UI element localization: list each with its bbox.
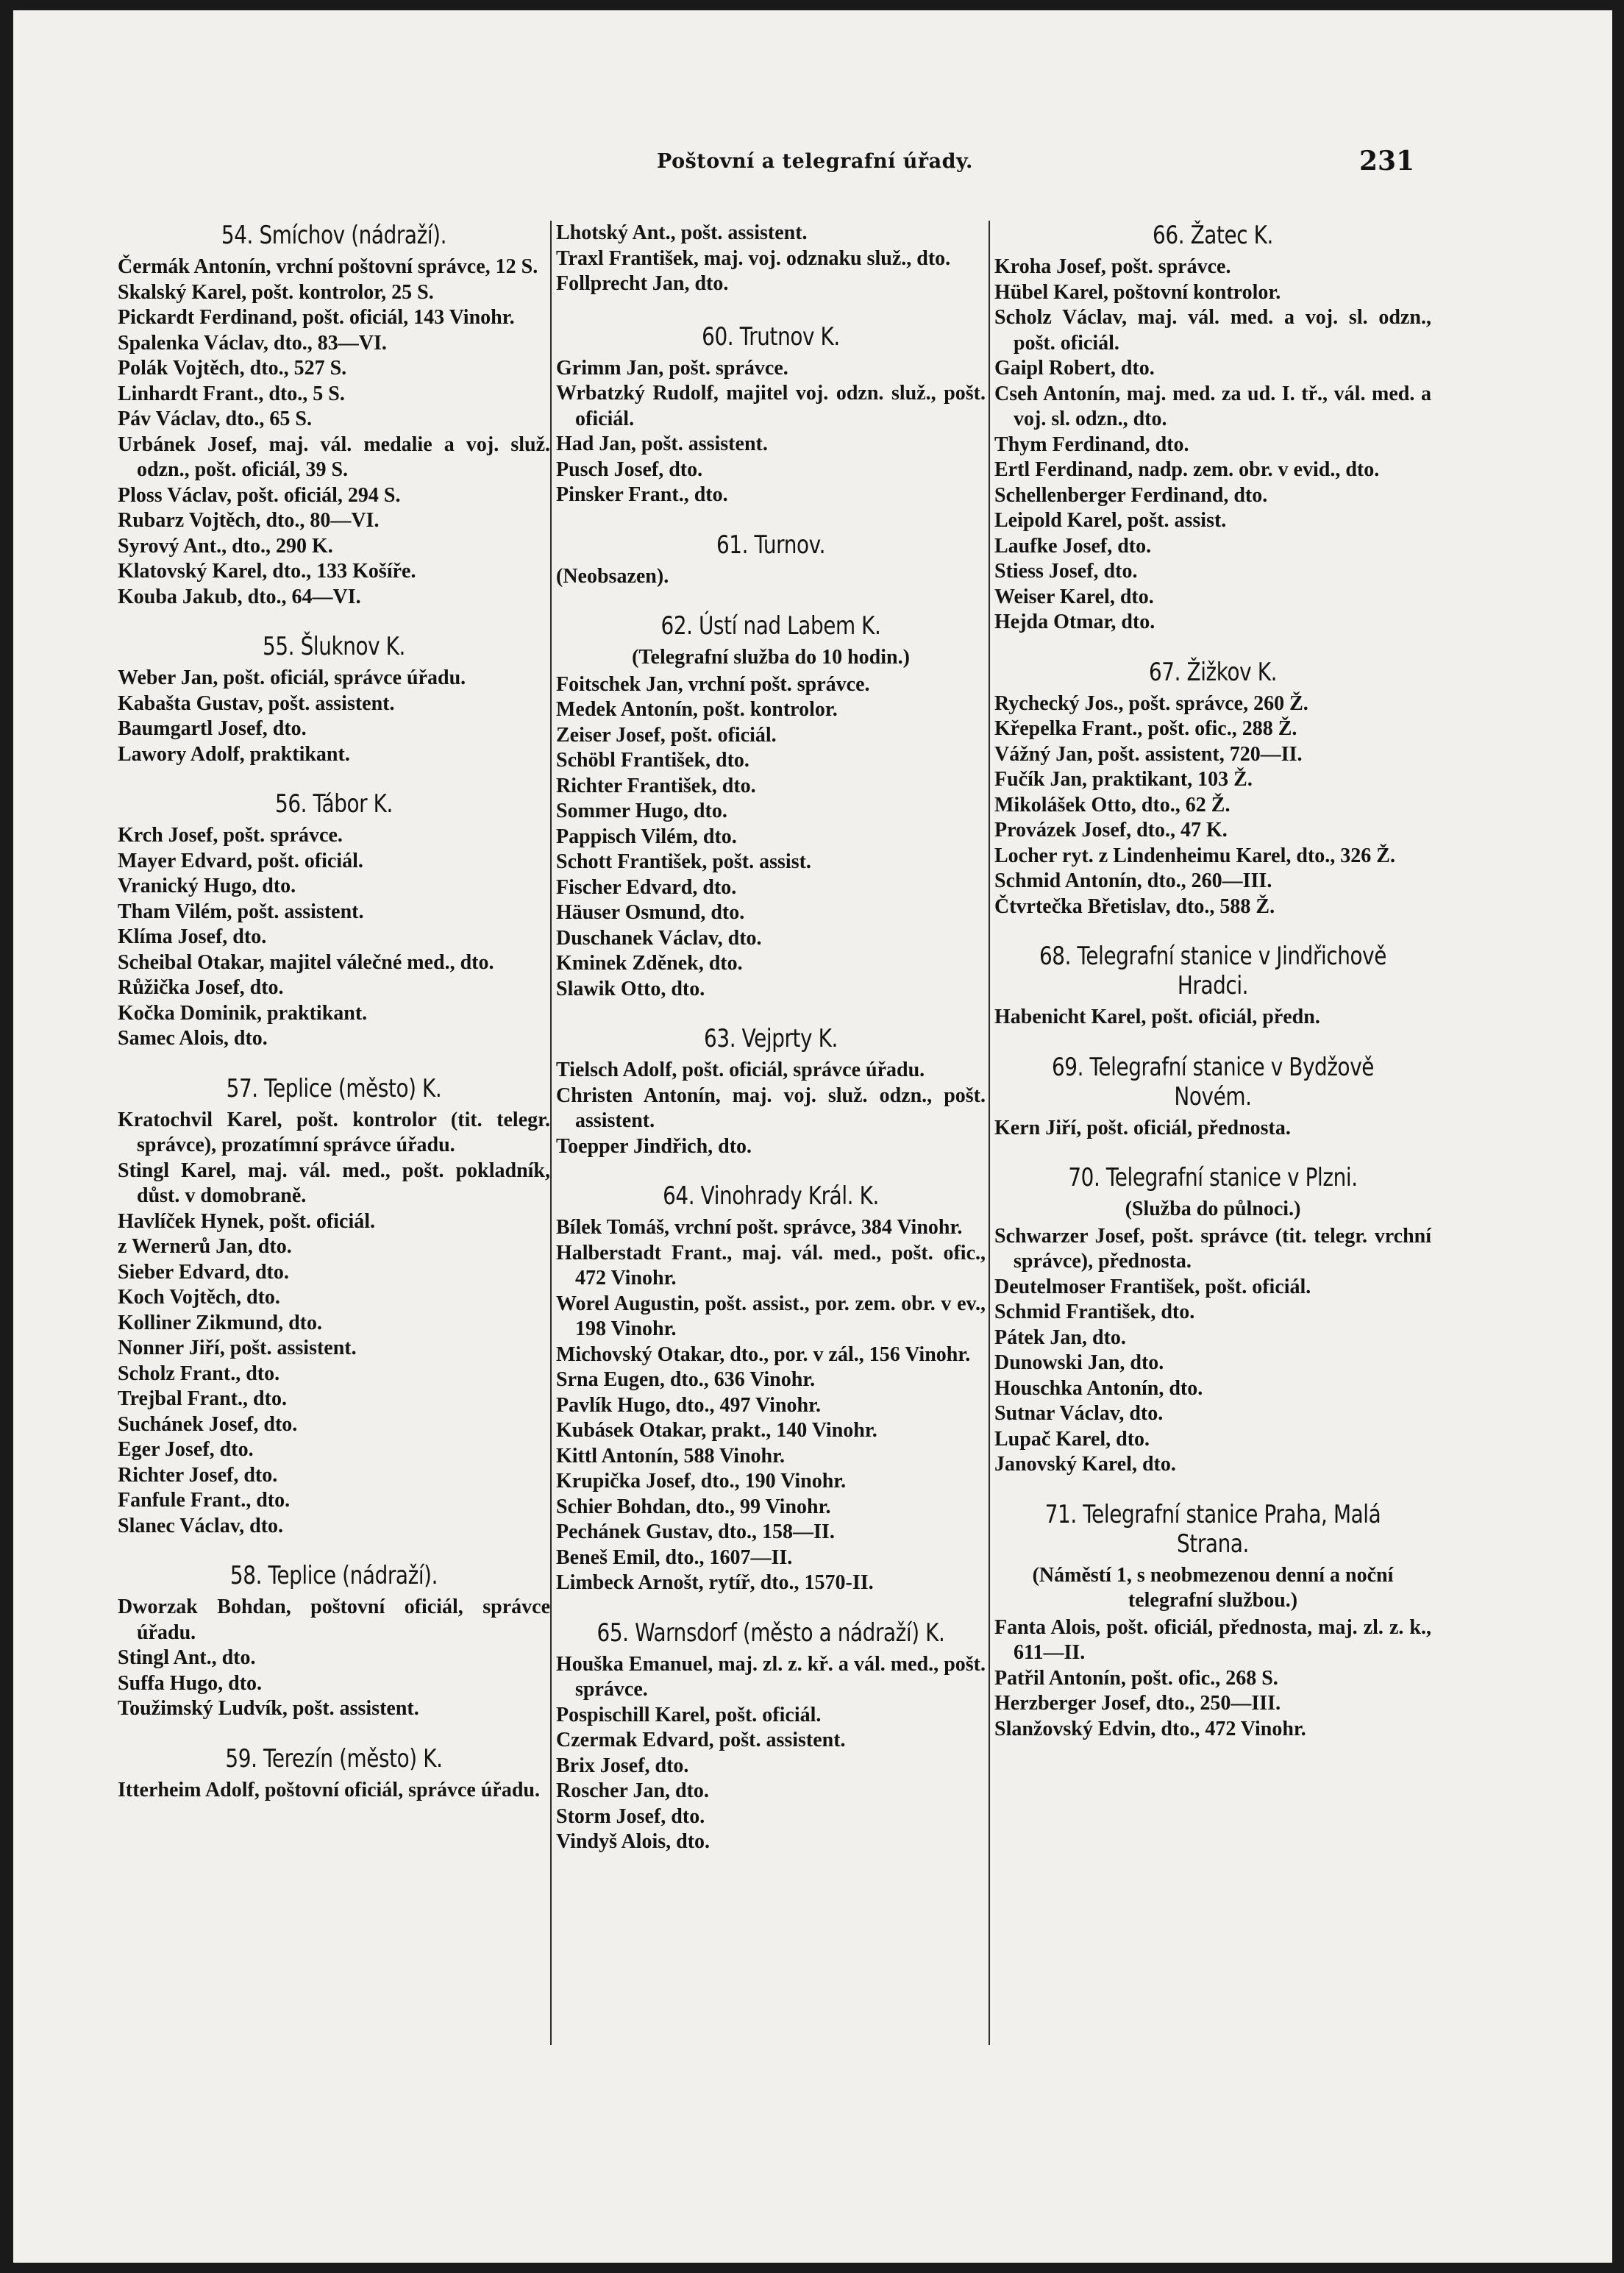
office-section — [994, 658, 1431, 920]
section-title: 65. Warnsdorf (město a nádraží) K. — [596, 1618, 945, 1648]
staff-entry: Polák Vojtěch, dto., 527 S. — [118, 357, 347, 380]
staff-entry: Kouba Jakub, dto., 64—VI. — [118, 585, 361, 608]
staff-entry: Storm Josef, dto. — [556, 1804, 705, 1828]
staff-entry: Fanta Alois, pošt. oficiál, přednosta, maj. zl. z. k., 611—II. — [994, 1615, 1431, 1664]
staff-entry: Michovský Otakar, dto., por. v zál., 156 Vinohr. — [556, 1342, 971, 1366]
staff-entry: Lawory Adolf, praktikant. — [118, 742, 350, 766]
staff-entry: Habenicht Karel, pošt. oficiál, předn. — [994, 1006, 1320, 1028]
staff-entry: Stingl Karel, maj. vál. med., pošt. pokladník, důst. v domobraně. — [118, 1159, 550, 1207]
staff-entry: Kabašta Gustav, pošt. assistent. — [118, 691, 395, 715]
staff-entry: Janovský Karel, dto. — [994, 1453, 1176, 1476]
staff-entry: Syrový Ant., dto., 290 K. — [118, 534, 333, 558]
staff-entry: Pavlík Hugo, dto., 497 Vinohr. — [556, 1393, 821, 1417]
running-header: Poštovní a telegrafní úřady. — [657, 150, 973, 173]
staff-entry: Pickardt Ferdinand, pošt. oficiál, 143 Vinohr. — [118, 306, 515, 329]
staff-entry: Kern Jiří, pošt. oficiál, přednosta. — [994, 1116, 1291, 1139]
section-note: (Náměstí 1, s neobmezenou denní a noční telegrafní službou.) — [1032, 1563, 1394, 1612]
section-title: 66. Žatec K. — [1153, 221, 1273, 250]
staff-entry: Houška Emanuel, maj. zl. z. kř. a vál. med., pošt. správce. — [556, 1652, 986, 1701]
office-section — [994, 1500, 1431, 1743]
office-section — [994, 221, 1431, 636]
staff-entry: Herzberger Josef, dto., 250—III. — [994, 1692, 1281, 1715]
staff-entry: Worel Augustin, pošt. assist., por. zem. obr. v ev., 198 Vinohr. — [556, 1292, 986, 1340]
office-section — [118, 221, 550, 610]
office-section — [994, 1163, 1431, 1478]
section-title: 63. Vejprty K. — [704, 1024, 838, 1053]
office-section — [556, 322, 986, 508]
staff-entry: Čtvrtečka Břetislav, dto., 588 Ž. — [994, 894, 1275, 918]
staff-entry: Sutnar Václav, dto. — [994, 1402, 1164, 1425]
staff-entry: Ertl Ferdinand, nadp. zem. obr. v evid., dto. — [994, 458, 1380, 481]
staff-entry: Patřil Antonín, pošt. ofic., 268 S. — [994, 1666, 1278, 1690]
office-section — [994, 1053, 1431, 1142]
staff-entry: Pusch Josef, dto. — [556, 458, 703, 481]
office-section — [118, 1074, 550, 1540]
section-title: 70. Telegrafní stanice v Plzni. — [1068, 1163, 1358, 1192]
staff-entry: Schmid Antonín, dto., 260—III. — [994, 869, 1272, 892]
staff-entry: Pospischill Karel, pošt. oficiál. — [556, 1703, 822, 1726]
column-2 — [556, 221, 986, 1877]
staff-entry: Hübel Karel, poštovní kontrolor. — [994, 280, 1281, 304]
staff-entry: Krupička Josef, dto., 190 Vinohr. — [556, 1470, 847, 1493]
staff-entry: Richter František, dto. — [556, 774, 756, 797]
office-section — [118, 632, 550, 767]
staff-entry: Leipold Karel, pošt. assist. — [994, 509, 1227, 532]
section-title: 61. Turnov. — [716, 530, 826, 560]
staff-entry: Fučík Jan, praktikant, 103 Ž. — [994, 768, 1253, 791]
staff-entry: Wrbatzký Rudolf, majitel voj. odzn. služ., pošt. oficiál. — [556, 382, 986, 430]
office-section — [118, 789, 550, 1052]
staff-entry: Kubásek Otakar, prakt., 140 Vinohr. — [556, 1419, 877, 1442]
staff-entry: Sieber Edvard, dto. — [118, 1260, 289, 1284]
office-section — [118, 1561, 550, 1722]
staff-entry: Richter Josef, dto. — [118, 1463, 278, 1487]
staff-entry: Schwarzer Josef, pošt. správce (tit. telegr. vrchní správce), přednosta. — [994, 1224, 1431, 1273]
staff-entry: Had Jan, pošt. assistent. — [556, 433, 768, 455]
staff-entry: Czermak Edvard, pošt. assistent. — [556, 1729, 846, 1751]
staff-entry: Kočka Dominik, praktikant. — [118, 1001, 368, 1025]
section-title: 56. Tábor K. — [274, 789, 393, 819]
staff-entry: Trejbal Frant., dto. — [118, 1387, 287, 1410]
staff-entry: Urbánek Josef, maj. vál. medalie a voj. služ. odzn., pošt. oficiál, 39 S. — [118, 433, 550, 481]
staff-entry: Klatovský Karel, dto., 133 Košíře. — [118, 560, 416, 583]
office-section — [556, 530, 986, 590]
column-rule — [989, 221, 990, 2045]
staff-entry: Bílek Tomáš, vrchní pošt. správce, 384 Vinohr. — [556, 1216, 963, 1239]
staff-entry: Locher ryt. z Lindenheimu Karel, dto., 326 Ž. — [994, 844, 1395, 867]
office-section — [556, 1618, 986, 1855]
staff-entry: Limbeck Arnošt, rytíř, dto., 1570-II. — [556, 1571, 874, 1594]
staff-entry: Laufke Josef, dto. — [994, 534, 1152, 558]
staff-entry: Suchánek Josef, dto. — [118, 1412, 298, 1436]
staff-entry: Scholz Václav, maj. vál. med. a voj. sl. odzn., pošt. oficiál. — [994, 306, 1431, 355]
staff-entry: Schöbl František, dto. — [556, 749, 749, 772]
staff-entry: Havlíček Hynek, pošt. oficiál. — [118, 1209, 375, 1233]
staff-entry: Zeiser Josef, pošt. oficiál. — [556, 723, 777, 747]
section-title: 68. Telegrafní stanice v Jindřichově Hradci. — [1039, 942, 1387, 1000]
staff-entry: Itterheim Adolf, poštovní oficiál, správce úřadu. — [118, 1778, 540, 1801]
staff-entry: Thym Ferdinand, dto. — [994, 433, 1189, 456]
staff-entry: Weber Jan, pošt. oficiál, správce úřadu. — [118, 666, 466, 689]
office-section — [994, 942, 1431, 1031]
section-title: 58. Teplice (nádraží). — [229, 1561, 438, 1590]
office-section — [556, 1024, 986, 1159]
staff-entry: Rychecký Jos., pošt. správce, 260 Ž. — [994, 691, 1308, 715]
section-title: 55. Šluknov K. — [263, 632, 405, 661]
section-title: 69. Telegrafní stanice v Bydžově Novém. — [1051, 1052, 1375, 1111]
staff-entry: Kolliner Zikmund, dto. — [118, 1311, 323, 1334]
staff-entry: Hejda Otmar, dto. — [994, 611, 1155, 633]
staff-entry: Schott František, pošt. assist. — [556, 850, 811, 873]
staff-entry: Lupač Karel, dto. — [994, 1427, 1150, 1451]
staff-entry: Nonner Jiří, pošt. assistent. — [118, 1337, 357, 1359]
staff-entry: Mayer Edvard, pošt. oficiál. — [118, 849, 363, 872]
section-note: (Služba do půlnoci.) — [1125, 1198, 1301, 1220]
staff-entry: Houschka Antonín, dto. — [994, 1376, 1203, 1400]
staff-entry: Pappisch Vilém, dto. — [556, 825, 737, 848]
staff-entry: Dworzak Bohdan, poštovní oficiál, správce úřadu. — [118, 1596, 550, 1644]
staff-entry: Vážný Jan, pošt. assistent, 720—II. — [994, 742, 1303, 766]
staff-entry: Roscher Jan, dto. — [556, 1779, 709, 1802]
staff-entry: Křepelka Frant., pošt. ofic., 288 Ž. — [994, 717, 1297, 740]
staff-entry: Kittl Antonín, 588 Vinohr. — [556, 1444, 785, 1468]
staff-entry: Kroha Josef, pošt. správce. — [994, 255, 1231, 278]
staff-entry: Provázek Josef, dto., 47 K. — [994, 819, 1228, 842]
column-2-sections — [556, 322, 986, 1855]
section-note: (Telegrafní služba do 10 hodin.) — [632, 646, 910, 669]
section-title: 60. Trutnov K. — [702, 321, 840, 352]
staff-entry: Srna Eugen, dto., 636 Vinohr. — [556, 1368, 816, 1391]
entry: Follprecht Jan, dto. — [556, 272, 729, 295]
staff-entry: Scholz Frant., dto. — [118, 1362, 280, 1385]
staff-entry: Stingl Ant., dto. — [118, 1646, 256, 1669]
staff-entry: Beneš Emil, dto., 1607—II. — [556, 1545, 793, 1569]
staff-entry: Sommer Hugo, dto. — [556, 800, 727, 822]
staff-entry: Mikolášek Otto, dto., 62 Ž. — [994, 793, 1231, 817]
staff-entry: Pátek Jan, dto. — [994, 1326, 1126, 1349]
staff-entry: Baumgartl Josef, dto. — [118, 717, 307, 740]
section-title: 54. Smíchov (nádraží). — [221, 221, 447, 250]
column-1 — [118, 221, 550, 1825]
staff-entry: Tielsch Adolf, pošt. oficiál, správce úřadu. — [556, 1059, 925, 1081]
staff-entry: Skalský Karel, pošt. kontrolor, 25 S. — [118, 280, 434, 304]
section-title: 71. Telegrafní stanice Praha, Malá Strana. — [1044, 1499, 1381, 1559]
staff-entry: Halberstadt Frant., maj. vál. med., pošt. ofic., 472 Vinohr. — [556, 1241, 986, 1290]
staff-entry: Krch Josef, pošt. správce. — [118, 824, 343, 847]
staff-entry: Čermák Antonín, vrchní poštovní správce, 12 S. — [118, 255, 538, 278]
staff-entry: Rubarz Vojtěch, dto., 80—VI. — [118, 509, 380, 532]
staff-entry: Schellenberger Ferdinand, dto. — [994, 483, 1268, 507]
staff-entry: Duschanek Václav, dto. — [556, 926, 762, 950]
staff-entry: Slanec Václav, dto. — [118, 1514, 284, 1537]
staff-entry: Häuser Osmund, dto. — [556, 901, 745, 924]
staff-entry: Linhardt Frant., dto., 5 S. — [118, 382, 345, 405]
staff-entry: Spalenka Václav, dto., 83—VI. — [118, 331, 387, 355]
column-rule — [550, 221, 552, 2045]
section-title: 57. Teplice (město) K. — [226, 1073, 442, 1103]
office-section — [118, 1744, 550, 1804]
staff-entry: Pechánek Gustav, dto., 158—II. — [556, 1520, 835, 1543]
staff-entry: Koch Vojtěch, dto. — [118, 1286, 280, 1309]
staff-entry: Schmid František, dto. — [994, 1301, 1195, 1323]
staff-entry: Klíma Josef, dto. — [118, 925, 267, 948]
staff-entry: Růžička Josef, dto. — [118, 976, 284, 999]
staff-entry: Kminek Zděnek, dto. — [556, 952, 743, 975]
page-number: 231 — [1359, 146, 1415, 177]
staff-entry: z Wernerů Jan, dto. — [118, 1235, 292, 1258]
staff-entry: Christen Antonín, maj. voj. služ. odzn., pošt. assistent. — [556, 1084, 986, 1132]
office-section — [556, 611, 986, 1002]
staff-entry: Weiser Karel, dto. — [994, 585, 1154, 608]
staff-entry: Toužimský Ludvík, pošt. assistent. — [118, 1697, 419, 1720]
staff-entry: (Neobsazen). — [556, 564, 669, 588]
staff-entry: Foitschek Jan, vrchní pošt. správce. — [556, 672, 870, 696]
staff-entry: Scheibal Otakar, majitel válečné med., dto. — [118, 950, 494, 974]
staff-entry: Samec Alois, dto. — [118, 1027, 268, 1050]
staff-entry: Suffa Hugo, dto. — [118, 1671, 263, 1695]
column-3 — [994, 221, 1431, 1764]
staff-entry: Tham Vilém, pošt. assistent. — [118, 900, 364, 923]
section-title: 59. Terezín (město) K. — [225, 1743, 443, 1774]
staff-entry: Stiess Josef, dto. — [994, 560, 1138, 583]
staff-entry: Toepper Jindřich, dto. — [556, 1134, 752, 1158]
staff-entry: Medek Antonín, pošt. kontrolor. — [556, 698, 838, 721]
staff-entry: Kratochvil Karel, pošt. kontrolor (tit. telegr. správce), prozatímní správce úřadu. — [118, 1108, 550, 1156]
section-title: 64. Vinohrady Král. K. — [663, 1181, 879, 1211]
staff-entry: Cseh Antonín, maj. med. za ud. I. tř., vál. med. a voj. sl. odzn., dto. — [994, 382, 1431, 430]
staff-entry: Schier Bohdan, dto., 99 Vinohr. — [556, 1495, 831, 1518]
staff-entry: Vindyš Alois, dto. — [556, 1830, 710, 1853]
document-page — [13, 10, 1612, 2263]
staff-entry: Vranický Hugo, dto. — [118, 875, 296, 897]
section-title: 67. Žižkov K. — [1148, 657, 1278, 687]
staff-entry: Páv Václav, dto., 65 S. — [118, 408, 312, 430]
staff-entry: Pinsker Frant., dto. — [556, 483, 728, 506]
section-title: 62. Ústí nad Labem K. — [660, 611, 881, 641]
staff-entry: Fanfule Frant., dto. — [118, 1489, 291, 1512]
staff-entry: Dunowski Jan, dto. — [994, 1351, 1164, 1374]
staff-entry: Slawik Otto, dto. — [556, 977, 705, 1000]
office-section — [556, 1181, 986, 1596]
staff-entry: Grimm Jan, pošt. správce. — [556, 356, 788, 380]
staff-entry: Deutelmoser František, pošt. oficiál. — [994, 1275, 1311, 1298]
staff-entry: Fischer Edvard, dto. — [556, 875, 737, 899]
staff-entry: Ploss Václav, pošt. oficiál, 294 S. — [118, 483, 401, 507]
entry: Lhotský Ant., pošt. assistent. — [556, 221, 808, 244]
staff-entry: Gaipl Robert, dto. — [994, 357, 1155, 380]
staff-entry: Brix Josef, dto. — [556, 1754, 689, 1777]
continued-entries — [556, 221, 986, 297]
entry: Traxl František, maj. voj. odznaku služ., dto. — [556, 246, 951, 270]
staff-entry: Slanžovský Edvin, dto., 472 Vinohr. — [994, 1717, 1306, 1740]
staff-entry: Eger Josef, dto. — [118, 1438, 254, 1461]
